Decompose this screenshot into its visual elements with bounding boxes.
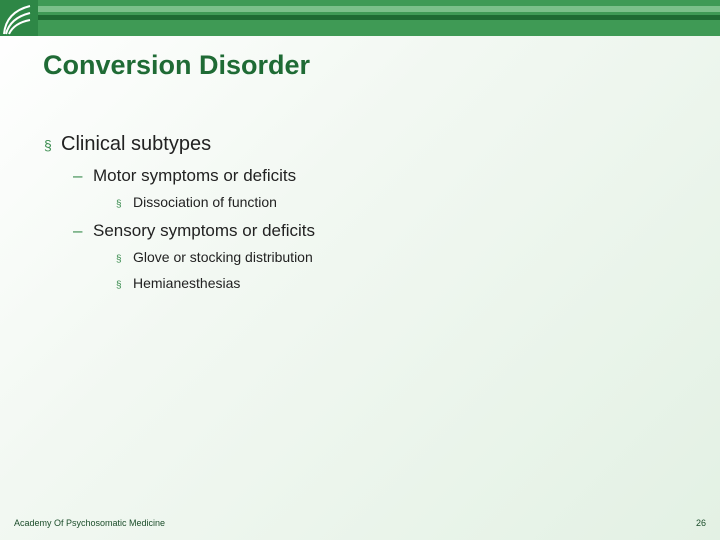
logo-arcs-icon [0,0,38,36]
dash-bullet-icon: – [73,166,83,185]
header-stripe-light [38,6,720,12]
header-stripe-dark [38,15,720,20]
bullet-text: Dissociation of function [133,194,277,210]
square-bullet-icon: § [44,137,52,153]
bullet-text: Glove or stocking distribution [133,249,313,265]
square-bullet-icon: § [116,280,122,291]
bullet-text: Motor symptoms or deficits [93,166,297,185]
bullet-text: Hemianesthesias [133,275,241,291]
header-logo [0,0,38,36]
bullet-text: Sensory symptoms or deficits [93,221,316,240]
bullet-clinical-subtypes [44,133,211,156]
bullet-text: Clinical subtypes [61,133,212,155]
bullet-dissociation [116,194,277,210]
page-number: 26 [695,518,706,528]
bullet-glove-stocking [116,249,313,265]
bullet-motor [73,166,296,186]
bullet-sensory [73,221,315,241]
slide-title: Conversion Disorder [43,50,311,80]
footer-organization: Academy Of Psychosomatic Medicine [14,518,166,528]
bullet-hemianesthesias [116,275,240,291]
dash-bullet-icon: – [73,221,83,240]
square-bullet-icon: § [116,254,122,265]
square-bullet-icon: § [116,199,122,210]
